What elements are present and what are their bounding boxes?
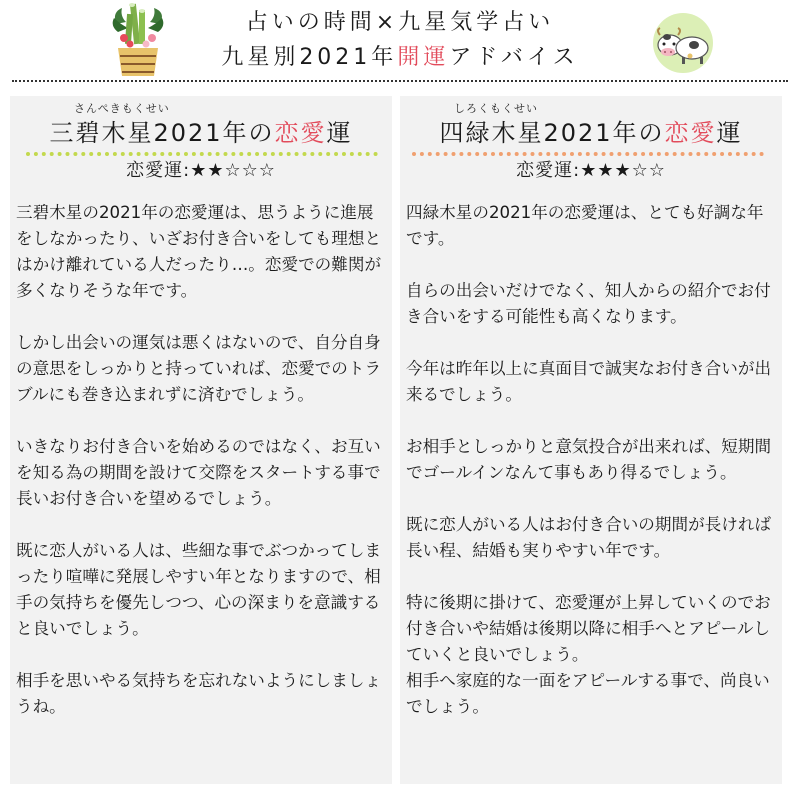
body-paragraph: 既に恋人がいる人は、些細な事でぶつかってしまったり喧嘩に発展しやすい年となりますので、相手の気持ちを優先しつつ、心の深まりを意識すると良いでしょう。 [16, 541, 382, 638]
body-paragraph: 三碧木星の2021年の恋愛運は、思うように進展をしなかったり、いざお付き合いをしても理想とはかけ離れている人だったり…。恋愛での難関が多くなりそうな年です。 [16, 203, 382, 300]
sanpeki-mokusei-panel [10, 96, 392, 784]
body-paragraph: 相手を思いやる気持ちを忘れないようにしましょうね。 [16, 671, 382, 716]
love-rating: 恋愛運:★★☆☆☆ [126, 160, 276, 181]
header-title-line2-accent: 開運 [397, 45, 450, 70]
shiroku-mokusei-panel [400, 96, 782, 784]
panel-heading-accent: 恋愛 [664, 119, 717, 147]
panel-heading [10, 116, 392, 150]
panel-heading [400, 116, 782, 150]
header-divider [12, 80, 788, 82]
body-paragraph: 今年は昨年以上に真面目で誠実なお付き合いが出来るでしょう。 [406, 359, 772, 404]
panel-heading-accent: 恋愛 [274, 119, 327, 147]
heading-ruby: さんぺきもくせい [74, 102, 170, 115]
panel-body [406, 200, 778, 720]
heading-ruby: しろくもくせい [454, 102, 538, 115]
body-paragraph: 既に恋人がいる人はお付き合いの期間が長ければ長い程、結婚も実りやすい年です。 [406, 515, 772, 560]
body-paragraph: 自らの出会いだけでなく、知人からの紹介でお付き合いをする可能性も高くなります。 [406, 281, 771, 326]
body-paragraph: いきなりお付き合いを始めるのではなく、お互いを知る為の期間を設けて交際をスタートする事で長いお付き合いを望めるでしょう。 [16, 437, 381, 508]
love-rating: 恋愛運:★★★☆☆ [516, 160, 666, 181]
body-paragraph: お相手としっかりと意気投合が出来れば、短期間でゴールインなんて事もあり得るでしょう。 [406, 437, 772, 482]
header-title-line2-pre: 九星別2021年 [221, 45, 398, 70]
panel-heading-pre: 三碧木星2021年の [49, 119, 275, 147]
panel-heading-post: 運 [716, 119, 743, 147]
body-paragraph: 四緑木星の2021年の恋愛運は、とても好調な年です。 [406, 203, 764, 248]
cow-icon [650, 12, 716, 74]
panel-heading-post: 運 [326, 119, 353, 147]
heading-underline [26, 152, 378, 156]
panel-heading-pre: 四緑木星2021年の [439, 119, 665, 147]
header [0, 0, 800, 80]
heading-underline [412, 152, 764, 156]
kadomatsu-icon [108, 2, 168, 78]
body-paragraph: しかし出会いの運気は悪くはないので、自分自身の意思をしっかりと持っていれば、恋愛でのトラブルにも巻き込まれずに済むでしょう。 [16, 333, 382, 404]
body-paragraph: 特に後期に掛けて、恋愛運が上昇していくのでお付き合いや結婚は後期以降に相手へとアピールしていくと良いでしょう。 [406, 593, 771, 664]
panel-body [16, 200, 388, 720]
header-title-line2 [160, 43, 640, 73]
body-paragraph: 相手へ家庭的な一面をアピールする事で、尚良いでしょう。 [406, 671, 770, 716]
header-title-line2-post: アドバイス [449, 45, 579, 70]
header-title-line1: 占いの時間×九星気学占い [245, 10, 555, 35]
